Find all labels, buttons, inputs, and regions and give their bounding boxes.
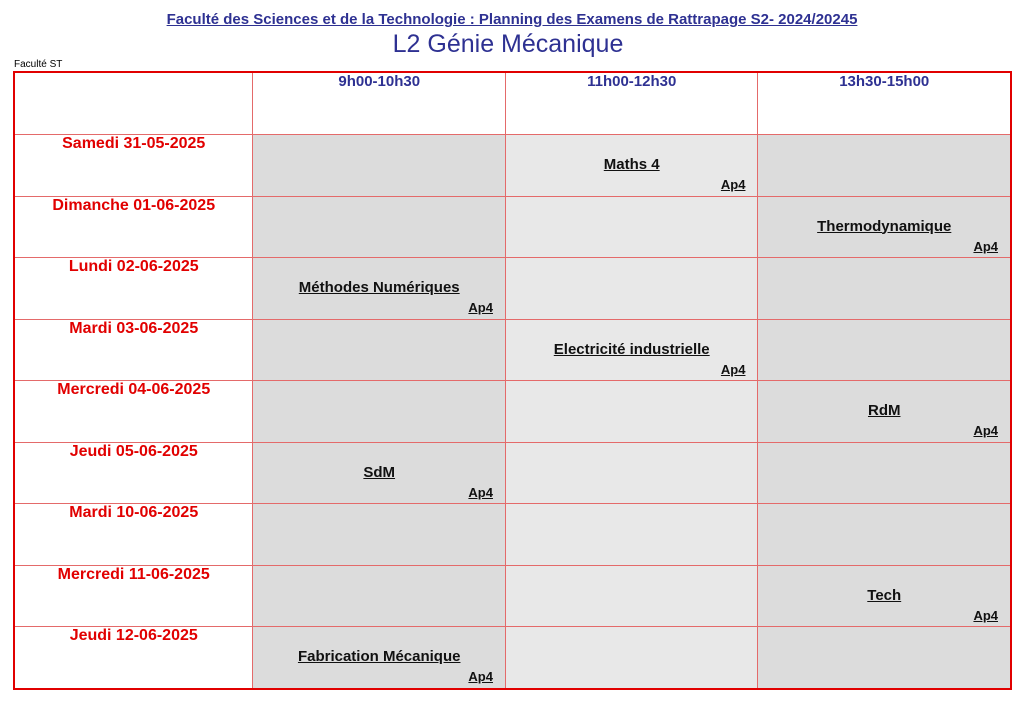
schedule-title: Faculté des Sciences et de la Technologie : Planning des Examens de Rattrapage S2- 2024/20245 [166,11,858,28]
exam-slot-cell [253,565,506,627]
exam-slot-cell [253,627,506,689]
table-row [15,627,1011,689]
exam-subject: Tech [867,586,902,604]
day-label: Mardi 10-06-2025 [15,504,253,566]
exam-slot-cell [505,319,758,381]
exam-slot-cell [505,504,758,566]
day-label: Jeudi 12-06-2025 [15,627,253,689]
day-label: Mercredi 04-06-2025 [15,381,253,443]
corner-cell [15,73,253,135]
exam-slot-cell [253,258,506,320]
table-row [15,196,1011,258]
table-row [15,442,1011,504]
exam-slot-cell [758,381,1011,443]
faculty-label: Faculté ST [14,59,63,70]
exam-slot-cell [758,196,1011,258]
exam-subject: Electricité industrielle [553,340,710,358]
exam-slot-cell [505,442,758,504]
day-label: Mardi 03-06-2025 [15,319,253,381]
table-row [15,381,1011,443]
exam-slot-cell [758,442,1011,504]
exam-room: Ap4 [720,361,746,377]
time-slot-header: 9h00-10h30 [253,73,506,135]
day-label: Jeudi 05-06-2025 [15,442,253,504]
exam-room: Ap4 [973,238,998,254]
program-subtitle: L2 Génie Mécanique [392,30,624,58]
exam-slot-cell [758,627,1011,689]
table-row [15,565,1011,627]
table-row [15,135,1011,197]
exam-slot-cell [505,565,758,627]
exam-subject: RdM [867,402,901,420]
exam-slot-cell [758,565,1011,627]
exam-slot-cell [505,381,758,443]
exam-slot-cell [505,627,758,689]
exam-subject: Maths 4 [603,156,660,173]
exam-slot-cell [758,258,1011,320]
day-label: Lundi 02-06-2025 [15,258,253,320]
table-row [15,319,1011,381]
exam-schedule-table [14,72,1011,689]
exam-room: Ap4 [720,177,746,192]
exam-room: Ap4 [973,423,998,439]
exam-subject: Fabrication Mécanique [297,648,461,666]
header-row [15,73,1011,135]
table-row [15,258,1011,320]
exam-slot-cell [758,135,1011,197]
time-slot-header: 11h00-12h30 [505,73,758,135]
day-label: Dimanche 01-06-2025 [15,196,253,258]
exam-slot-cell [253,319,506,381]
schedule-body [15,135,1011,689]
exam-slot-cell [253,196,506,258]
exam-room: Ap4 [468,484,493,500]
table-row [15,504,1011,566]
exam-subject: Méthodes Numériques [298,279,460,297]
exam-slot-cell [253,442,506,504]
exam-room: Ap4 [468,300,493,316]
exam-subject: Thermodynamique [817,217,952,235]
exam-room: Ap4 [468,669,493,685]
exam-slot-cell [253,381,506,443]
day-label: Mercredi 11-06-2025 [15,565,253,627]
exam-subject: SdM [363,463,396,481]
exam-slot-cell [253,504,506,566]
exam-slot-cell [758,504,1011,566]
time-slot-header: 13h30-15h00 [758,73,1011,135]
exam-slot-cell [758,319,1011,381]
exam-slot-cell [253,135,506,197]
exam-slot-cell [505,258,758,320]
day-label: Samedi 31-05-2025 [15,135,253,197]
exam-slot-cell [505,135,758,197]
exam-room: Ap4 [973,607,998,623]
exam-slot-cell [505,196,758,258]
